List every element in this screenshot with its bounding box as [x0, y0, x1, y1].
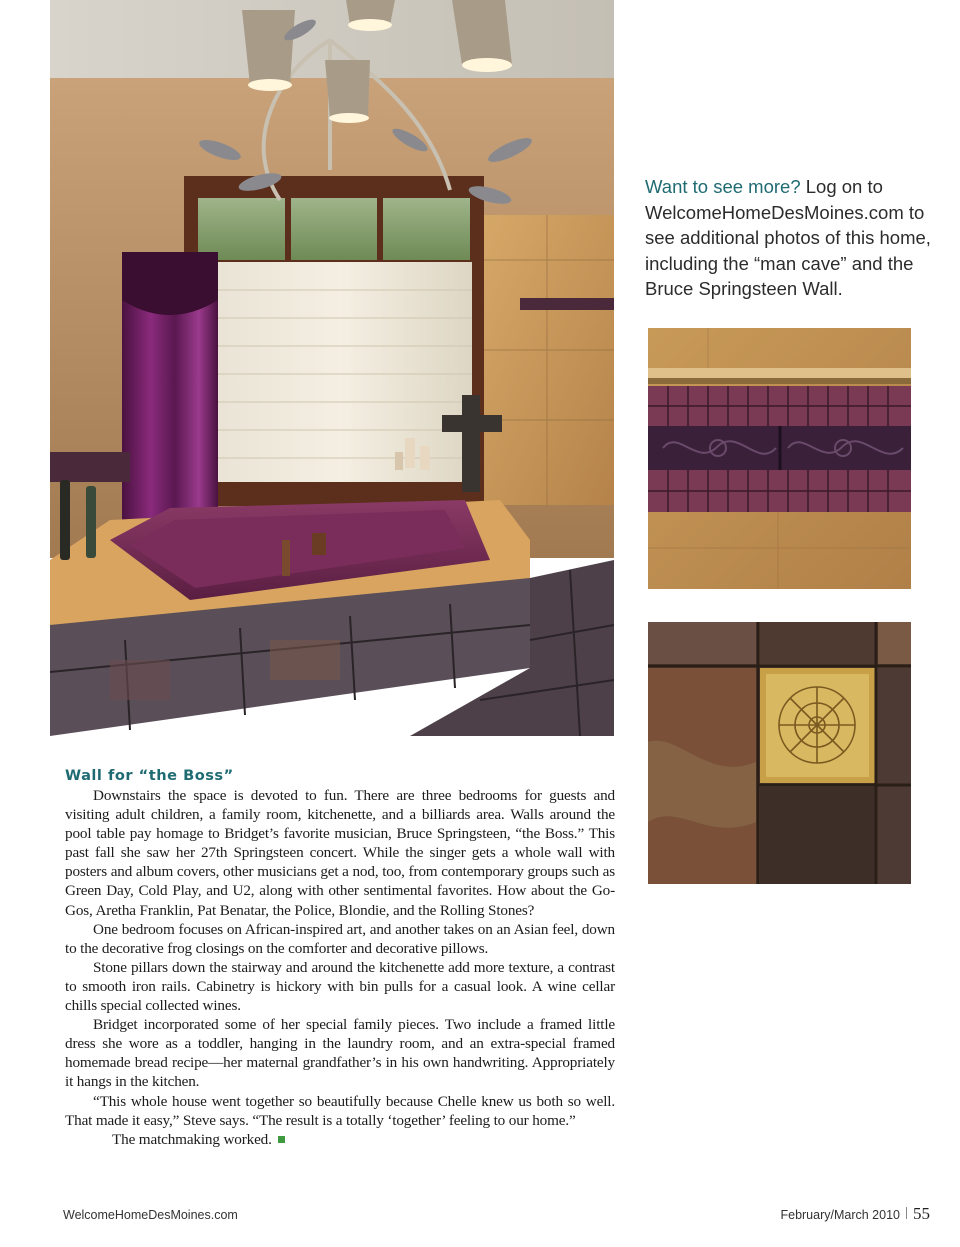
tile-detail-photo-medallion — [648, 622, 911, 884]
article-paragraph: One bedroom focuses on African-inspired art, and another takes on an Asian feel, down to the decorative frog closings on the comforter and decorative pillows. — [65, 920, 615, 957]
closing-text: The matchmaking worked. — [112, 1130, 272, 1148]
bathroom-photo — [50, 0, 614, 736]
article-paragraph: Stone pillars down the stairway and around the kitchenette add more texture, a contrast to smooth iron rails. Cabinetry is hickory with bin pulls for a casual look. A wine cellar chills special collected wines. — [65, 958, 615, 1015]
footer-folio — [780, 1204, 930, 1224]
article-paragraph: “This whole house went together so beautifully because Chelle knew us both so well. That made it easy,” Steve says. “The result is a totally ‘together’ feeling to our home.” — [65, 1092, 615, 1129]
promo-text: Log on to WelcomeHomeDesMoines.com to see additional photos of this home, including the “man cave” and the Bruce Springsteen Wall. — [645, 176, 931, 300]
footer-issue-date: February/March 2010 — [780, 1208, 900, 1222]
folio-divider — [906, 1207, 907, 1219]
promo-lead: Want to see more? — [645, 176, 801, 197]
tile-detail-photo-border — [648, 328, 911, 589]
article-paragraph: Downstairs the space is devoted to fun. There are three bedrooms for guests and visiting adult children, a family room, kitchenette, and a billiards area. Walls around the pool table pay homage to Bridget’s favorite musician, Bruce Springsteen, “the Boss.” This past fall she saw her 27th Springsteen concert. While the singer gets a whole wall with posters and album covers, other musicians get a nod, too, from contemporary groups such as Green Day, Cold Play, and U2, along with other sentimental favorites. How about the Go-Gos, Aretha Franklin, Pat Benatar, the Police, Blondie, and the Rolling Stones? — [65, 787, 615, 919]
end-of-story-mark — [278, 1136, 285, 1143]
page-number: 55 — [913, 1204, 930, 1223]
sidebar-promo — [645, 174, 935, 302]
article-paragraph: Bridget incorporated some of her special family pieces. Two include a framed little dress she wore as a toddler, hanging in the laundry room, and an extra-special framed homemade bread recipe—her maternal grandfather’s in his own handwriting. Appropriately it hangs in the kitchen. — [65, 1016, 615, 1091]
footer-site-url: WelcomeHomeDesMoines.com — [63, 1208, 238, 1222]
article-closing-paragraph — [65, 1130, 615, 1149]
section-heading: Wall for “the Boss” — [65, 767, 234, 784]
article-body — [65, 767, 615, 1149]
